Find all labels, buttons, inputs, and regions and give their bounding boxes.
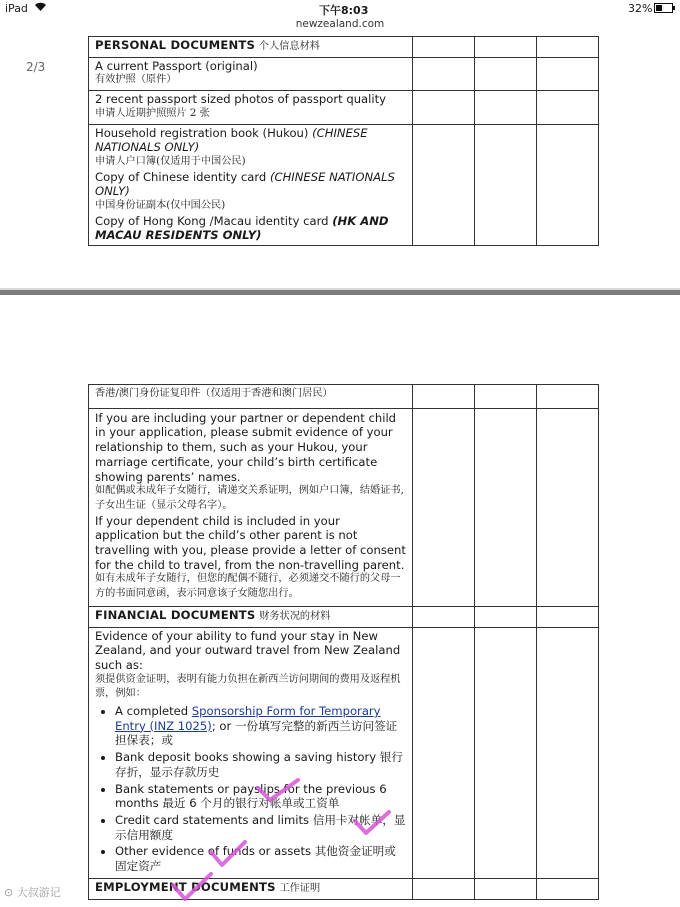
table-row	[89, 37, 599, 58]
check-cell[interactable]	[537, 627, 599, 878]
table-row	[89, 408, 599, 606]
financial-header-zh: 财务状况的材料	[259, 610, 331, 622]
table-row	[89, 57, 599, 90]
employment-header-zh: 工作证明	[279, 882, 321, 894]
weibo-icon: ⊙	[4, 886, 14, 899]
list-item: • Bank deposit books showing a saving history 银行存折，显示存款历史	[115, 750, 406, 779]
check-mark-icon	[170, 870, 214, 904]
hukou-en: Household registration book (Hukou)	[95, 125, 309, 140]
check-cell[interactable]	[413, 57, 475, 90]
check-cell[interactable]	[537, 57, 599, 90]
check-cell[interactable]	[413, 37, 475, 58]
hk-id-zh: 香港/澳门身份证复印件（仅适用于香港和澳门居民）	[95, 388, 333, 399]
list-item: • Other evidence of funds or assets 其他资金证明或固定资产	[115, 844, 406, 873]
list-item: • Credit card statements and limits 信用卡对帐单，显示信用额度	[115, 813, 406, 842]
b1-prefix: A completed	[115, 704, 189, 719]
table-row	[89, 606, 599, 627]
passport-en: A current Passport (original)	[95, 58, 258, 73]
check-cell[interactable]	[413, 385, 475, 409]
check-cell[interactable]	[413, 878, 475, 899]
hkid-qualifier: (HK AND MACAU RESIDENTS ONLY)	[95, 213, 389, 243]
financial-list	[95, 704, 406, 874]
financial-intro-zh: 须提供资金证明，表明有能力负担在新西兰访问期间的费用及返程机票，例如：	[95, 673, 401, 700]
device-label: iPad	[5, 2, 28, 15]
personal-documents-table	[88, 36, 599, 246]
section-header	[89, 606, 413, 627]
documents-table-page-2	[88, 384, 599, 900]
url-text: newzealand.com	[295, 18, 385, 30]
idcard-zh: 中国身份证副本(仅中国公民)	[95, 200, 226, 212]
financial-header-en: FINANCIAL DOCUMENTS	[95, 607, 256, 622]
check-cell[interactable]	[475, 37, 537, 58]
check-cell[interactable]	[475, 57, 537, 90]
check-cell[interactable]	[537, 91, 599, 124]
section-header-zh: 个人信息材料	[258, 41, 320, 52]
consent-zh: 如有未成年子女随行，但您的配偶不随行，必须递交不随行的父母一方的书面同意函，表示同意该子女随您出行。	[95, 573, 401, 600]
list-item: • Bank statements or payslips for the previous 6 months 最近 6 个月的银行对帐单或工资单	[115, 782, 406, 811]
battery-icon	[654, 3, 676, 16]
check-cell[interactable]	[475, 606, 537, 627]
check-cell[interactable]	[413, 606, 475, 627]
idcard-qualifier: (CHINESE NATIONALS ONLY)	[95, 169, 395, 199]
check-cell[interactable]	[537, 37, 599, 58]
battery-percent: 32%	[628, 2, 653, 15]
check-cell[interactable]	[413, 124, 475, 246]
financial-intro-en: Evidence of your ability to fund your stay in New Zealand, and your outward travel from New Zealand such as:	[95, 628, 401, 672]
check-cell[interactable]	[475, 408, 537, 606]
check-cell[interactable]	[537, 124, 599, 246]
check-cell[interactable]	[475, 385, 537, 409]
check-mark-icon	[352, 808, 392, 838]
check-cell[interactable]	[537, 385, 599, 409]
check-cell[interactable]	[537, 408, 599, 606]
hukou-qualifier: (CHINESE NATIONALS ONLY)	[95, 125, 368, 155]
wifi-icon	[34, 1, 47, 15]
check-mark-icon	[208, 838, 248, 870]
check-cell[interactable]	[413, 408, 475, 606]
table-row	[89, 627, 599, 878]
clock: 下午8:03	[319, 4, 369, 17]
photos-en: 2 recent passport sized photos of passport quality	[95, 92, 386, 107]
section-header	[89, 37, 413, 58]
check-cell[interactable]	[475, 91, 537, 124]
check-cell[interactable]	[475, 124, 537, 246]
address-bar[interactable]	[0, 16, 680, 33]
check-cell[interactable]	[475, 627, 537, 878]
page-indicator: 2/3	[26, 60, 46, 74]
table-row	[89, 124, 599, 246]
section-header	[89, 878, 413, 899]
check-cell[interactable]	[413, 627, 475, 878]
watermark	[4, 884, 61, 900]
partner-evidence-zh: 如配偶或未成年子女随行，请递交关系证明，例如户口簿，结婚证书,子女出生证（显示父母名字）。	[95, 485, 404, 511]
b1-rest: ; or 一份填写完整的新西兰访问签证担保表；或	[115, 718, 398, 748]
hukou-zh: 申请人户口簿(仅适用于中国公民)	[95, 155, 246, 167]
consent-en: If your dependent child is included in your application but the child’s other parent is not travelling with you, please provide a letter of consent for the child to travel, from the non-travelling parent.	[95, 513, 406, 572]
partner-evidence-en: If you are including your partner or dependent child in your application, please submit evidence of your relationship to them, such as your Hukou, your marriage certificate, your child’s birth certificate showing parents’ names.	[95, 410, 397, 484]
idcard-en: Copy of Chinese identity card	[95, 169, 267, 184]
watermark-text: 大叔游记	[16, 886, 61, 899]
sponsorship-form-link[interactable]: Sponsorship Form for Temporary Entry (INZ 1025)	[115, 704, 381, 733]
list-item	[115, 704, 406, 748]
status-bar	[0, 0, 680, 16]
table-row	[89, 91, 599, 124]
employment-header-en: EMPLOYMENT DOCUMENTS	[95, 879, 276, 894]
passport-zh: 有效护照（原件）	[95, 74, 177, 86]
check-cell[interactable]	[475, 878, 537, 899]
photos-zh: 申请人近期护照照片 2 张	[95, 107, 210, 119]
check-cell[interactable]	[537, 606, 599, 627]
check-mark-icon	[255, 776, 301, 804]
section-header-en: PERSONAL DOCUMENTS	[95, 38, 256, 52]
table-row	[89, 878, 599, 899]
hkid-en: Copy of Hong Kong /Macau identity card	[95, 213, 329, 228]
page-divider	[0, 290, 680, 295]
check-cell[interactable]	[413, 91, 475, 124]
check-cell[interactable]	[537, 878, 599, 899]
table-row	[89, 385, 599, 409]
